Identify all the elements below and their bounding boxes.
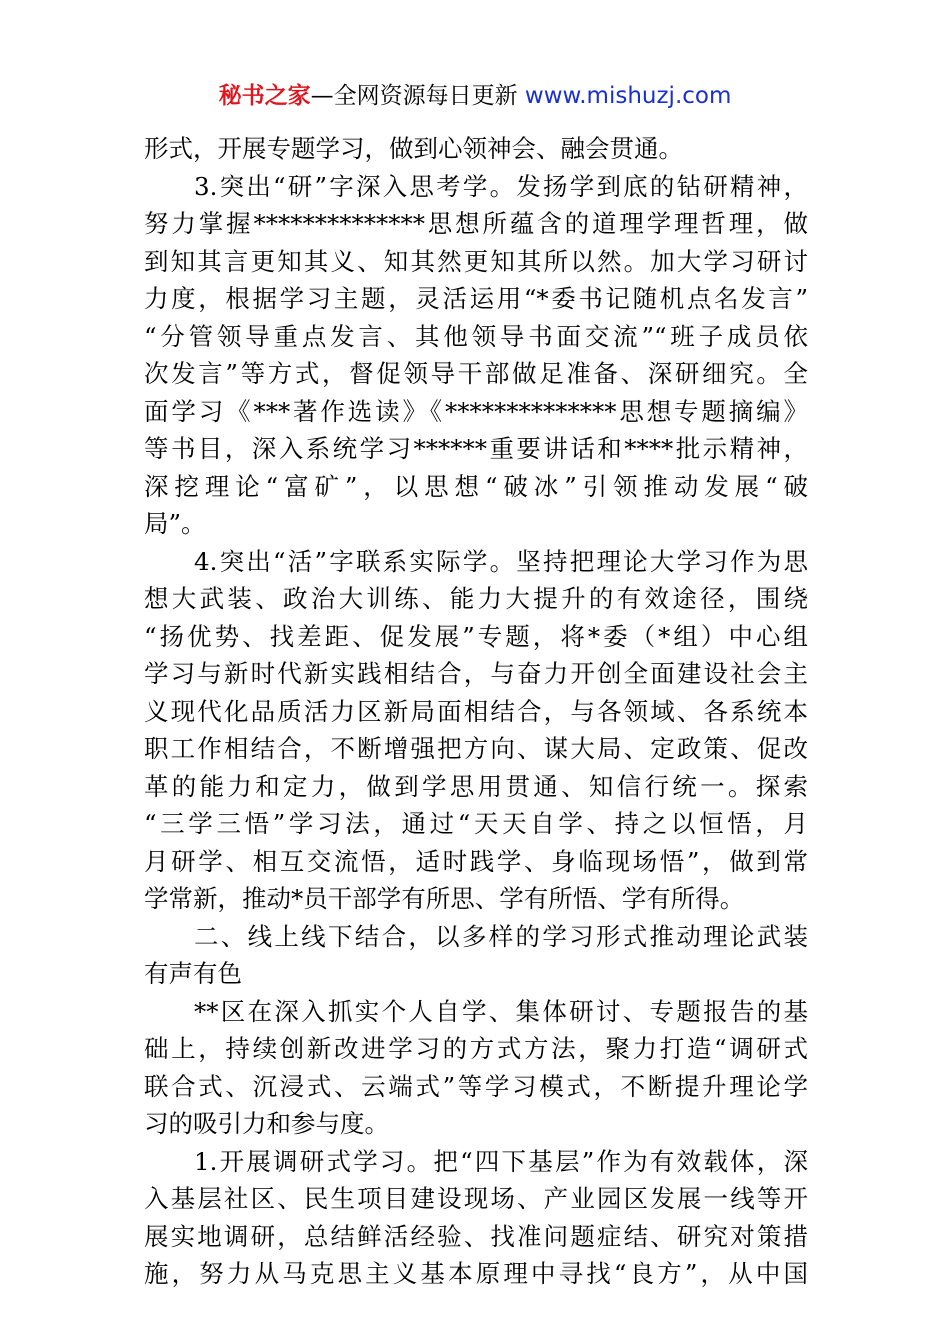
- text-line: “扬优势、找差距、促发展”专题，将*委（*组）中心组: [144, 621, 808, 651]
- paragraph-4-heading-line: 4.突出“活”字联系实际学。坚持把理论大学习作为思: [194, 546, 808, 576]
- text-line: 深挖理论“富矿”，以思想“破冰”引领推动发展“破: [144, 471, 808, 501]
- text-line: 面学习《***著作选读》《**************思想专题摘编》: [144, 396, 808, 426]
- text-line: 局”。: [144, 509, 206, 538]
- text-line: 等书目，深入系统学习******重要讲话和****批示精神，: [144, 434, 808, 463]
- site-brand: 秘书之家: [218, 83, 311, 109]
- text-line: 想大武装、政治大训练、能力大提升的有效途径，围绕: [144, 584, 808, 613]
- text-line: 努力掌握**************思想所蕴含的道理学理哲理，做: [144, 209, 808, 238]
- text-line: 习的吸引力和参与度。: [144, 1109, 389, 1138]
- text-line: 施，努力从马克思主义基本原理中寻找“良方”，从中国: [144, 1259, 808, 1288]
- text-line: 展实地调研，总结鲜活经验、找准问题症结、研究对策措: [144, 1221, 808, 1251]
- text-line: “分管领导重点发言、其他领导书面交流”“班子成员依: [144, 321, 808, 351]
- text-line: 职工作相结合，不断增强把方向、谋大局、定政策、促改: [144, 734, 808, 763]
- text-line: 学习与新时代新实践相结合，与奋力开创全面建设社会主: [144, 659, 808, 688]
- paragraph-1-heading-line: 1.开展调研式学习。把“四下基层”作为有效载体，深: [194, 1146, 808, 1176]
- text-line: 革的能力和定力，做到学思用贯通、知信行统一。探索: [144, 771, 808, 801]
- document-body: [144, 130, 808, 1293]
- text-line: 形式，开展专题学习，做到心领神会、融会贯通。: [144, 134, 683, 163]
- section-2-heading-line: 二、线上线下结合，以多样的学习形式推动理论武装: [194, 921, 808, 951]
- text-line: 月研学、相互交流悟，适时践学、身临现场悟”，做到常: [144, 846, 808, 876]
- text-line: 义现代化品质活力区新局面相结合，与各领域、各系统本: [144, 696, 808, 726]
- text-line: 力度，根据学习主题，灵活运用“*委书记随机点名发言”: [144, 284, 808, 313]
- site-tagline: —全网资源每日更新: [310, 83, 525, 109]
- text-line: 次发言”等方式，督促领导干部做足准备、深研细究。全: [144, 359, 808, 388]
- paragraph-3-heading-line: 3.突出“研”字深入思考学。发扬学到底的钻研精神，: [194, 171, 808, 201]
- text-line: 础上，持续创新改进学习的方式方法，聚力打造“调研式: [144, 1034, 808, 1063]
- text-line: **区在深入抓实个人自学、集体研讨、专题报告的基: [194, 996, 808, 1026]
- section-2-heading-line: 有声有色: [144, 959, 242, 988]
- text-line: 联合式、沉浸式、云端式”等学习模式，不断提升理论学: [144, 1071, 808, 1101]
- site-header: [0, 78, 950, 114]
- site-url[interactable]: www.mishuzj.com: [524, 83, 732, 109]
- text-line: 入基层社区、民生项目建设现场、产业园区发展一线等开: [144, 1184, 808, 1213]
- text-line: 学常新，推动*员干部学有所思、学有所悟、学有所得。: [144, 884, 745, 913]
- text-line: “三学三悟”学习法，通过“天天自学、持之以恒悟，月: [144, 809, 808, 838]
- text-line: 到知其言更知其义、知其然更知其所以然。加大学习研讨: [144, 246, 808, 276]
